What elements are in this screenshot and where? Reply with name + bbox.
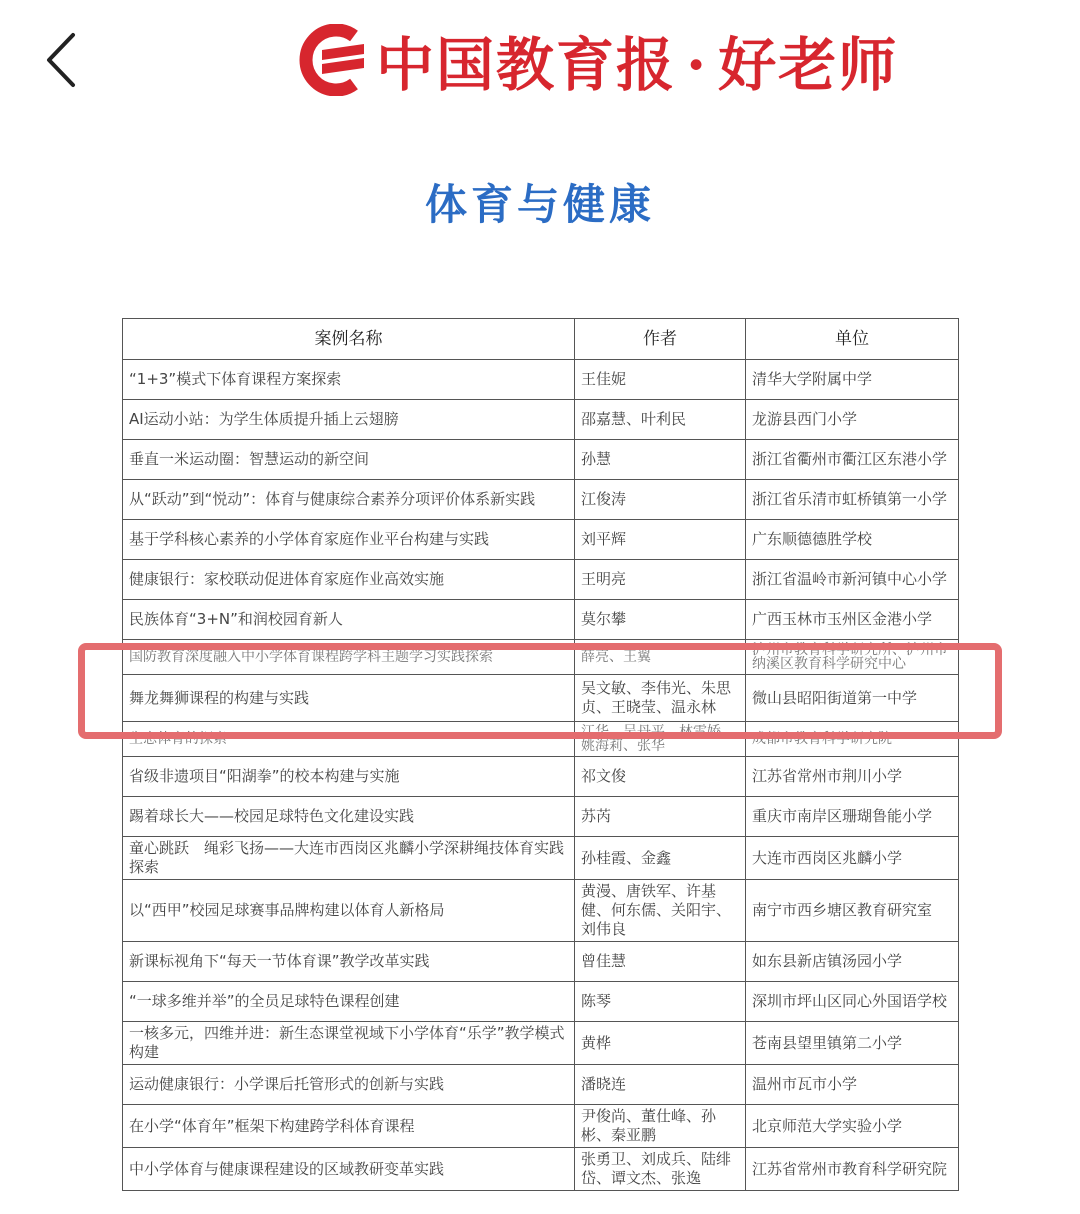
table-row (123, 880, 959, 942)
newspaper-logo (288, 24, 899, 99)
author-cell: 江华、吴丹平、林雪娇、姚海莉、张华 (575, 722, 746, 757)
table-header-row (123, 319, 959, 360)
case-name-cell: 以“西甲”校园足球赛事品牌构建以体育人新格局 (123, 880, 575, 942)
unit-cell: 广东顺德德胜学校 (746, 520, 959, 560)
unit-cell: 广西玉林市玉州区金港小学 (746, 600, 959, 640)
author-cell: 孙慧 (575, 440, 746, 480)
table-row (123, 837, 959, 880)
author-cell: 吴文敏、李伟光、朱思贞、王晓莹、温永林 (575, 675, 746, 722)
case-name-cell: 生态体育的探索 (123, 722, 575, 757)
table-row (123, 440, 959, 480)
case-name-cell: 民族体育“3+N”和润校园育新人 (123, 600, 575, 640)
page-title: 体育与健康 (424, 180, 655, 229)
case-name-cell: 垂直一米运动圈：智慧运动的新空间 (123, 440, 575, 480)
table-row (123, 1148, 959, 1191)
unit-cell: 江苏省常州市荆川小学 (746, 757, 959, 797)
unit-cell: 南宁市西乡塘区教育研究室 (746, 880, 959, 942)
unit-cell: 温州市瓦市小学 (746, 1065, 959, 1105)
unit-cell: 浙江省乐清市虹桥镇第一小学 (746, 480, 959, 520)
table-row (123, 360, 959, 400)
table-row (123, 1065, 959, 1105)
author-cell: 王明亮 (575, 560, 746, 600)
case-name-cell: 从“跃动”到“悦动”：体育与健康综合素养分项评价体系新实践 (123, 480, 575, 520)
author-cell: 张勇卫、刘成兵、陆绯岱、谭文杰、张逸 (575, 1148, 746, 1191)
case-name-cell: 健康银行：家校联动促进体育家庭作业高效实施 (123, 560, 575, 600)
table-row (123, 600, 959, 640)
unit-cell: 泸州市教育科学研究所、泸州市纳溪区教育科学研究中心 (746, 640, 959, 675)
case-name-cell: “1+3”模式下体育课程方案探索 (123, 360, 575, 400)
unit-cell: 浙江省衢州市衢江区东港小学 (746, 440, 959, 480)
case-name-cell: 一核多元，四维并进：新生态课堂视域下小学体育“乐学”教学模式构建 (123, 1022, 575, 1065)
table-row (123, 480, 959, 520)
brand-name: 中国教育报 (376, 31, 677, 99)
author-cell: 苏芮 (575, 797, 746, 837)
unit-cell: 苍南县望里镇第二小学 (746, 1022, 959, 1065)
unit-cell: 微山县昭阳街道第一中学 (746, 675, 959, 722)
case-name-cell: 国防教育深度融入中小学体育课程跨学科主题学习实践探索 (123, 640, 575, 675)
case-name-cell: 舞龙舞狮课程的构建与实践 (123, 675, 575, 722)
table-row (123, 520, 959, 560)
table-row-highlighted (123, 675, 959, 722)
newspaper-logo-icon (288, 24, 370, 96)
case-name-cell: 踢着球长大——校园足球特色文化建设实践 (123, 797, 575, 837)
table-row (123, 722, 959, 757)
unit-cell: 清华大学附属中学 (746, 360, 959, 400)
case-name-cell: 新课标视角下“每天一节体育课”教学改革实践 (123, 942, 575, 982)
table-row (123, 560, 959, 600)
brand-separator: · (686, 31, 709, 99)
author-cell: 尹俊尚、董仕峰、孙彬、秦亚鹏 (575, 1105, 746, 1148)
author-cell: 黄漫、唐铁军、许基健、何东儒、关阳宇、刘伟良 (575, 880, 746, 942)
unit-cell: 浙江省温岭市新河镇中心小学 (746, 560, 959, 600)
case-name-cell: 在小学“体育年”框架下构建跨学科体育课程 (123, 1105, 575, 1148)
case-name-cell: “一球多维并举”的全员足球特色课程创建 (123, 982, 575, 1022)
author-cell: 江俊涛 (575, 480, 746, 520)
unit-cell: 重庆市南岸区珊瑚鲁能小学 (746, 797, 959, 837)
unit-cell: 北京师范大学实验小学 (746, 1105, 959, 1148)
column-header-case-name: 案例名称 (123, 319, 575, 360)
column-header-author: 作者 (575, 319, 746, 360)
author-cell: 刘平辉 (575, 520, 746, 560)
author-cell: 王佳妮 (575, 360, 746, 400)
case-name-cell: AI运动小站：为学生体质提升插上云翅膀 (123, 400, 575, 440)
unit-cell: 成都市教育科学研究院 (746, 722, 959, 757)
table-row (123, 400, 959, 440)
table-row (123, 1105, 959, 1148)
author-cell: 薛亮、王翼 (575, 640, 746, 675)
table-row (123, 982, 959, 1022)
column-name: 好老师 (718, 31, 899, 99)
column-header-unit: 单位 (746, 319, 959, 360)
back-button[interactable] (30, 28, 90, 92)
author-cell: 孙桂霞、金鑫 (575, 837, 746, 880)
case-name-cell: 童心跳跃 绳彩飞扬——大连市西岗区兆麟小学深耕绳技体育实践探索 (123, 837, 575, 880)
case-name-cell: 省级非遗项目“阳湖拳”的校本构建与实施 (123, 757, 575, 797)
author-cell: 祁文俊 (575, 757, 746, 797)
table-row (123, 640, 959, 675)
case-table (122, 318, 959, 1191)
table-row (123, 1022, 959, 1065)
author-cell: 邵嘉慧、叶利民 (575, 400, 746, 440)
table-row (123, 797, 959, 837)
table-row (123, 942, 959, 982)
case-name-cell: 中小学体育与健康课程建设的区域教研变革实践 (123, 1148, 575, 1191)
author-cell: 潘晓连 (575, 1065, 746, 1105)
case-name-cell: 基于学科核心素养的小学体育家庭作业平台构建与实践 (123, 520, 575, 560)
author-cell: 陈琴 (575, 982, 746, 1022)
table-row (123, 757, 959, 797)
author-cell: 黄桦 (575, 1022, 746, 1065)
unit-cell: 龙游县西门小学 (746, 400, 959, 440)
chevron-left-icon (43, 31, 77, 89)
unit-cell: 江苏省常州市教育科学研究院 (746, 1148, 959, 1191)
case-name-cell: 运动健康银行：小学课后托管形式的创新与实践 (123, 1065, 575, 1105)
unit-cell: 深圳市坪山区同心外国语学校 (746, 982, 959, 1022)
unit-cell: 如东县新店镇汤园小学 (746, 942, 959, 982)
author-cell: 莫尔攀 (575, 600, 746, 640)
unit-cell: 大连市西岗区兆麟小学 (746, 837, 959, 880)
author-cell: 曾佳慧 (575, 942, 746, 982)
